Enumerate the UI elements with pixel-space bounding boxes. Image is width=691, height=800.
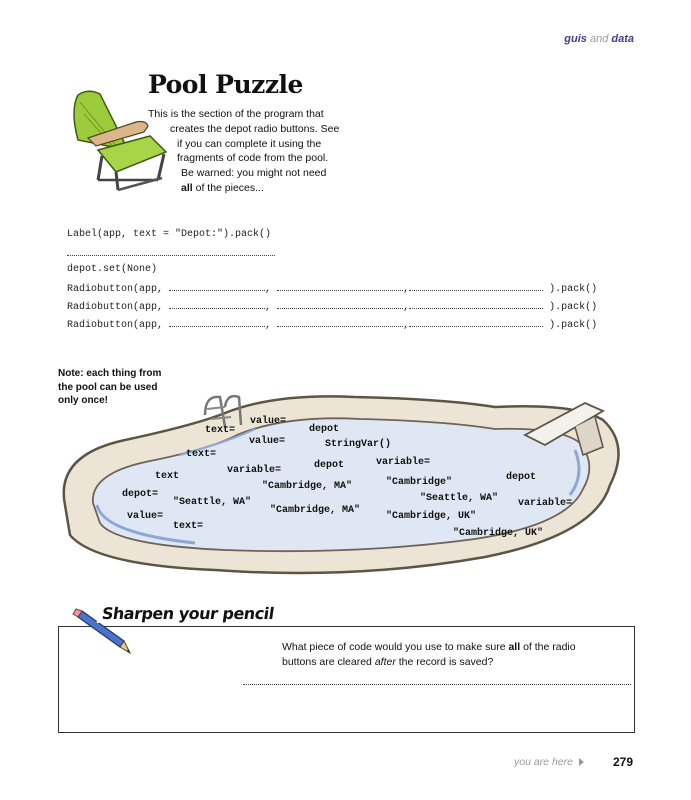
blank-2[interactable]	[277, 299, 403, 309]
puzzle-title: Pool Puzzle	[148, 70, 303, 99]
blank-1[interactable]	[169, 317, 265, 327]
pool-fragment[interactable]: depot=	[122, 489, 159, 500]
pool-fragment[interactable]: "Seattle, WA"	[420, 493, 499, 504]
q1-post: of the radio	[520, 641, 576, 653]
intro-line	[148, 181, 339, 196]
radio-prefix: Radiobutton(app,	[67, 284, 164, 295]
radio-prefix: Radiobutton(app,	[67, 320, 164, 331]
pool-fragment[interactable]: "Cambridge, MA"	[262, 481, 353, 492]
blank-1[interactable]	[169, 281, 265, 291]
code-line-radio	[67, 299, 597, 313]
comma: ,	[265, 284, 272, 295]
header-and: and	[589, 33, 609, 45]
intro-bold-all: all	[181, 181, 193, 194]
page-number: 279	[613, 755, 634, 769]
header-data: data	[611, 33, 634, 45]
intro-line: if you can complete it using the	[177, 137, 322, 150]
code-line-blank[interactable]	[67, 246, 275, 260]
q1-pre: What piece of code would you use to make sure	[282, 641, 509, 653]
pool-fragment[interactable]: value=	[249, 436, 286, 447]
blank-3[interactable]	[409, 281, 543, 291]
q1-bold: all	[508, 641, 521, 653]
q2-italic: after	[374, 655, 396, 668]
pool-fragment[interactable]: depot	[309, 424, 340, 435]
pool-fragment[interactable]: variable=	[227, 465, 282, 476]
running-header	[564, 33, 634, 45]
pack-suffix: ).pack()	[549, 284, 598, 295]
pool-fragment[interactable]: depot	[314, 460, 345, 471]
code-line-radio	[67, 281, 597, 295]
sharpen-question	[282, 640, 576, 669]
blank-1[interactable]	[169, 299, 265, 309]
pool-fragment[interactable]: "Cambridge"	[386, 477, 453, 488]
blank-2[interactable]	[277, 281, 403, 291]
intro-line: creates the depot radio buttons. See	[170, 122, 340, 135]
radio-prefix: Radiobutton(app,	[67, 302, 164, 313]
puzzle-intro	[148, 107, 339, 196]
pool-fragment[interactable]: text	[155, 471, 180, 482]
pack-suffix: ).pack()	[549, 302, 598, 313]
code-line-set: depot.set(None)	[67, 264, 158, 275]
comma: ,	[265, 320, 272, 331]
q2-post: the record is saved?	[395, 655, 494, 668]
pool-fragment[interactable]: text=	[186, 449, 217, 460]
pool-fragment[interactable]: text=	[173, 521, 204, 532]
pool-fragment[interactable]: variable=	[376, 457, 431, 468]
sharpen-title: Sharpen your pencil	[97, 604, 279, 623]
pool-fragment[interactable]: StringVar()	[325, 439, 392, 450]
footer-arrow-icon	[579, 758, 584, 766]
intro-line: fragments of code from the pool.	[177, 152, 329, 165]
code-line-radio	[67, 317, 597, 331]
pool-fragment[interactable]: "Cambridge, UK"	[386, 511, 477, 522]
comma: ,	[403, 320, 410, 331]
pool-fragment[interactable]: value=	[127, 511, 164, 522]
blank-2[interactable]	[277, 317, 403, 327]
blank-3[interactable]	[409, 299, 543, 309]
intro-line: Be warned: you might not need	[181, 167, 327, 180]
pool-fragment[interactable]: variable=	[518, 498, 573, 509]
q2-pre: buttons are cleared	[282, 655, 375, 668]
note-line: the pool can be used	[58, 381, 158, 393]
pool-fragment[interactable]: "Seattle, WA"	[173, 497, 252, 508]
comma: ,	[403, 284, 410, 295]
footer-you-are-here: you are here	[514, 756, 573, 768]
pool-fragment[interactable]: "Cambridge, UK"	[453, 528, 544, 539]
pool-fragment[interactable]: depot	[506, 472, 537, 483]
comma: ,	[403, 302, 410, 313]
question-line-1	[282, 640, 576, 655]
intro-line-tail: of the pieces...	[195, 181, 264, 194]
pool-fragment[interactable]: value=	[250, 416, 287, 427]
answer-blank[interactable]	[243, 684, 631, 685]
code-line-label: Label(app, text = "Depot:").pack()	[67, 229, 272, 240]
header-guis: guis	[564, 33, 587, 45]
question-line-2	[282, 655, 576, 670]
note-line: Note: each thing from	[58, 368, 162, 379]
note-line: only once!	[58, 395, 109, 406]
pool-fragment[interactable]: "Cambridge, MA"	[270, 505, 361, 516]
intro-line: This is the section of the program that	[148, 108, 324, 120]
pack-suffix: ).pack()	[549, 320, 598, 331]
pool-fragment[interactable]: text=	[205, 425, 236, 436]
blank-3[interactable]	[409, 317, 543, 327]
comma: ,	[265, 302, 272, 313]
